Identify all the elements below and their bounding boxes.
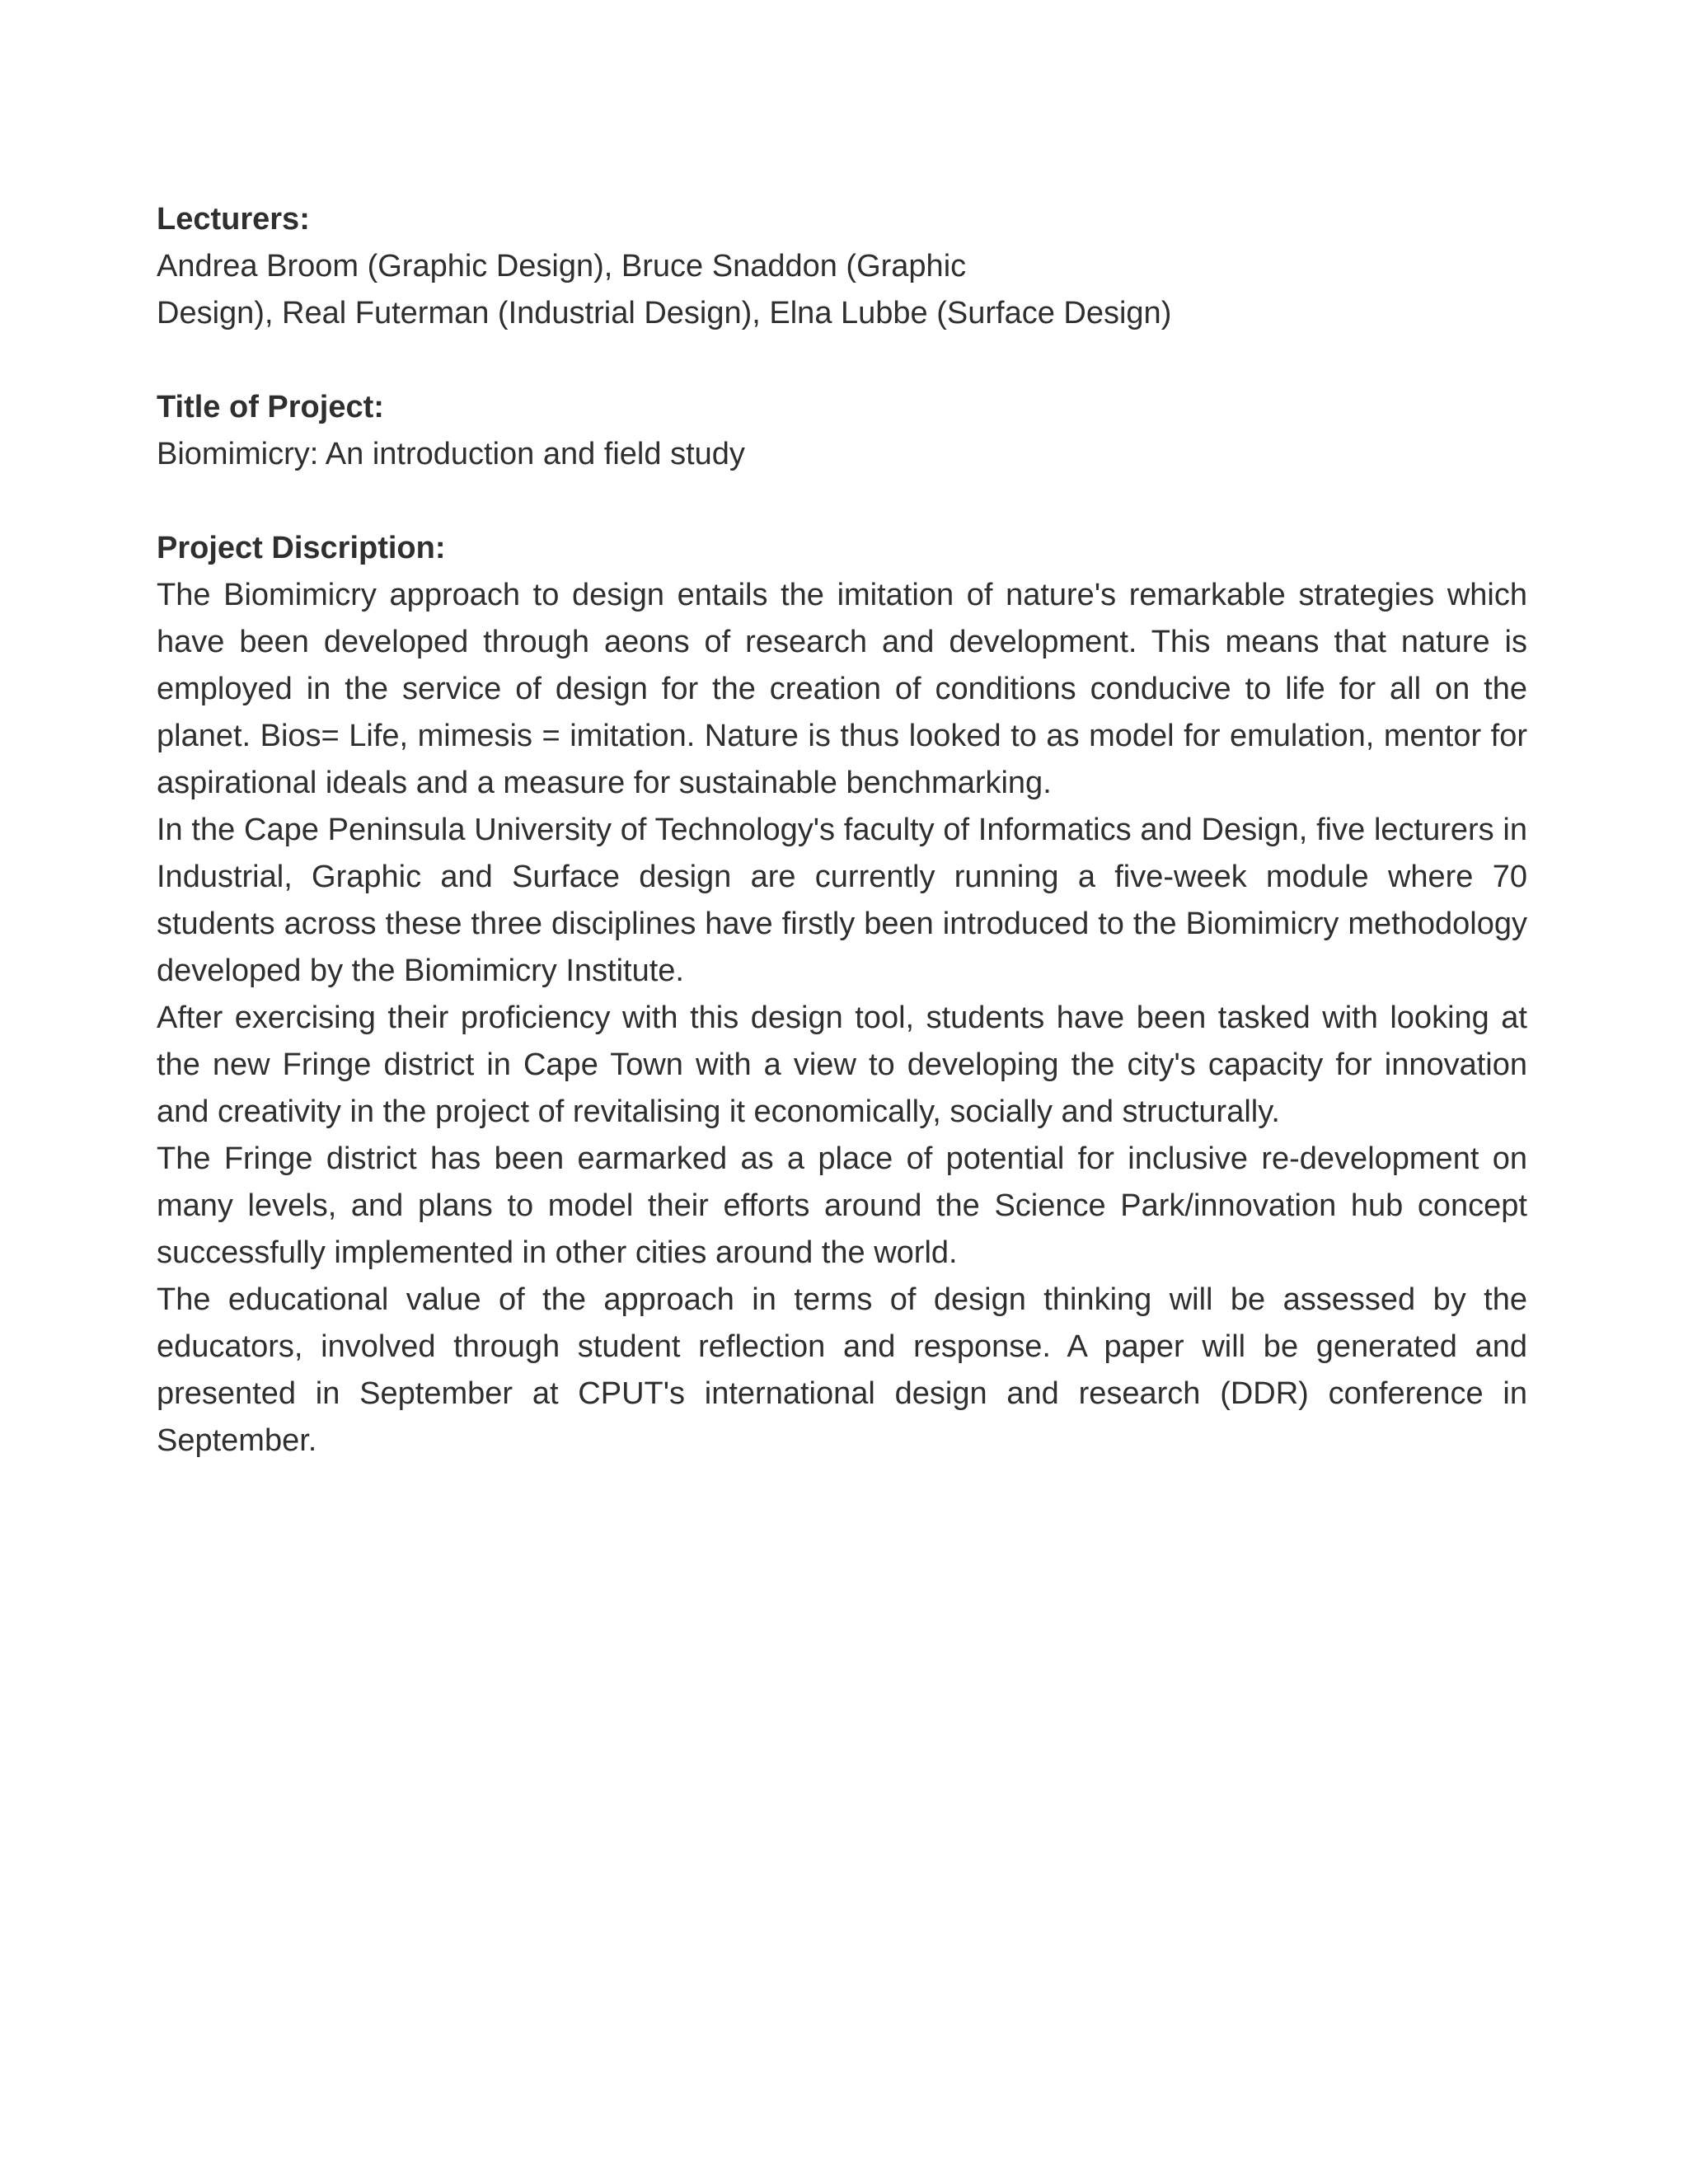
document-page xyxy=(157,196,1527,1465)
description-paragraph: The Biomimicry approach to design entails the imitation of nature's remarkable strategies which have been developed through aeons of research and development. This means that nature is employed in the service of design for the creation of conditions conducive to life for all on the planet. Bios= Life, mimesis = imitation. Nature is thus looked to as model for emulation, mentor for aspirational ideals and a measure for sustainable benchmarking. xyxy=(157,578,1527,800)
description-paragraph: After exercising their proficiency with this design tool, students have been tasked with looking at the new Fringe district in Cape Town with a view to developing the city's capacity for innovation and creativity in the project of revitalising it economically, socially and structurally. xyxy=(157,1001,1527,1129)
description-paragraph: The Fringe district has been earmarked as a place of potential for inclusive re-development on many levels, and plans to model their efforts around the Science Park/innovation hub concept successfully implemented in other cities around the world. xyxy=(157,1141,1527,1270)
lecturers-label: Lecturers: xyxy=(157,202,310,237)
project-description-label: Project Discription: xyxy=(157,531,446,565)
project-title-section xyxy=(157,384,1527,478)
lecturers-line-2: Design), Real Futerman (Industrial Design), Elna Lubbe (Surface Design) xyxy=(157,296,1172,330)
lecturers-line-1: Andrea Broom (Graphic Design), Bruce Snaddon (Graphic xyxy=(157,249,967,284)
project-description-section xyxy=(157,525,1527,1465)
project-title-value: Biomimicry: An introduction and field study xyxy=(157,437,745,471)
description-paragraph: In the Cape Peninsula University of Technology's faculty of Informatics and Design, five lecturers in Industrial, Graphic and Surface design are currently running a five-week module where 70 students across these three disciplines have firstly been introduced to the Biomimicry methodology developed by the Biomimicry Institute. xyxy=(157,813,1527,988)
project-title-label: Title of Project: xyxy=(157,390,384,424)
lecturers-section xyxy=(157,196,1527,337)
description-paragraph: The educational value of the approach in terms of design thinking will be assessed by the educators, involved through student reflection and response. A paper will be generated and presented in September at CPUT's international design and research (DDR) conference in September. xyxy=(157,1282,1527,1458)
lecturers-list xyxy=(157,243,1527,337)
